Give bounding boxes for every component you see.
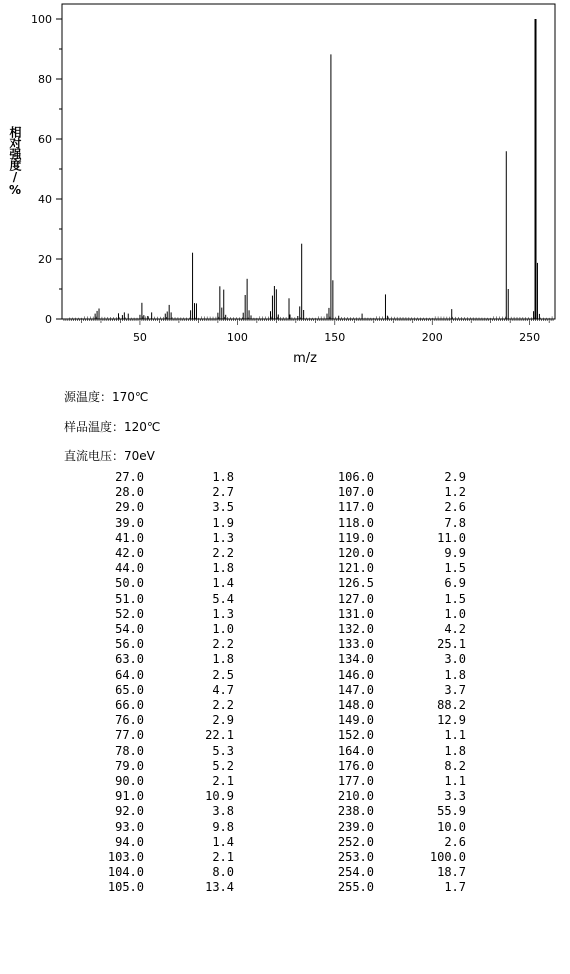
intensity-cell: 9.8 — [212, 819, 234, 834]
mz-cell: 152.0 — [337, 728, 374, 743]
intensity-cell: 1.2 — [444, 485, 466, 500]
intensity-cell: 1.1 — [444, 728, 466, 743]
mz-cell: 41.0 — [115, 530, 144, 545]
table-row — [62, 607, 466, 622]
table-row — [62, 744, 466, 759]
dc-voltage: 直流电压：70eV — [64, 449, 155, 463]
intensity-cell: 10.9 — [205, 789, 234, 804]
intensity-cell: 1.0 — [444, 606, 466, 621]
intensity-cell: 4.7 — [212, 682, 234, 697]
table-row — [62, 789, 466, 804]
mz-cell: 42.0 — [115, 546, 144, 561]
mz-cell: 253.0 — [337, 850, 374, 865]
intensity-cell: 55.9 — [437, 804, 466, 819]
mz-cell: 93.0 — [115, 819, 144, 834]
intensity-cell: 1.8 — [212, 652, 234, 667]
intensity-cell: 8.2 — [444, 758, 466, 773]
intensity-cell: 5.2 — [212, 758, 234, 773]
table-row — [62, 835, 466, 850]
intensity-cell: 1.5 — [444, 561, 466, 576]
intensity-cell: 2.9 — [444, 470, 466, 484]
mz-cell: 52.0 — [115, 606, 144, 621]
mz-cell: 104.0 — [107, 865, 144, 880]
table-row — [62, 592, 466, 607]
intensity-cell: 2.7 — [212, 485, 234, 500]
table-row — [62, 804, 466, 819]
spectrum-peaks — [95, 19, 539, 319]
mz-cell: 90.0 — [115, 774, 144, 789]
mz-cell: 131.0 — [337, 606, 374, 621]
intensity-cell: 1.7 — [444, 880, 466, 895]
intensity-cell: 1.3 — [212, 606, 234, 621]
mz-cell: 28.0 — [115, 485, 144, 500]
y-axis-label — [9, 126, 25, 196]
y-tick-label: 40 — [38, 193, 52, 206]
plot-frame — [62, 4, 555, 319]
x-tick-label: 200 — [421, 331, 443, 344]
y-tick-label: 20 — [38, 253, 52, 266]
intensity-cell: 8.0 — [212, 865, 234, 880]
intensity-cell: 1.3 — [212, 530, 234, 545]
mz-cell: 63.0 — [115, 652, 144, 667]
mz-cell: 39.0 — [115, 515, 144, 530]
table-row — [62, 759, 466, 774]
intensity-cell: 3.5 — [212, 500, 234, 515]
y-tick-label: 0 — [45, 313, 52, 326]
mass-spectrum-chart — [0, 0, 570, 375]
intensity-cell: 25.1 — [437, 637, 466, 652]
mz-cell: 79.0 — [115, 758, 144, 773]
mz-cell: 132.0 — [337, 622, 374, 637]
table-row — [62, 470, 466, 485]
x-axis-label: m/z — [293, 351, 317, 366]
mz-cell: 91.0 — [115, 789, 144, 804]
table-row — [62, 713, 466, 728]
y-axis — [31, 13, 62, 326]
table-row — [62, 820, 466, 835]
mz-cell: 105.0 — [107, 880, 144, 895]
mz-cell: 44.0 — [115, 561, 144, 576]
x-tick-label: 100 — [226, 331, 248, 344]
x-tick-label: 50 — [132, 331, 147, 344]
mz-cell: 252.0 — [337, 834, 374, 849]
intensity-cell: 3.3 — [444, 789, 466, 804]
intensity-cell: 6.9 — [444, 576, 466, 591]
table-row — [62, 774, 466, 789]
mz-cell: 117.0 — [337, 500, 374, 515]
mz-cell: 148.0 — [337, 698, 374, 713]
mz-cell: 107.0 — [337, 485, 374, 500]
intensity-cell: 3.7 — [444, 682, 466, 697]
table-row — [62, 865, 466, 880]
x-axis — [64, 319, 553, 344]
mz-cell: 106.0 — [337, 470, 374, 484]
intensity-cell: 13.4 — [205, 880, 234, 895]
intensity-cell: 1.5 — [444, 591, 466, 606]
mz-cell: 103.0 — [107, 850, 144, 865]
table-row — [62, 576, 466, 591]
table-row — [62, 561, 466, 576]
intensity-cell: 1.4 — [212, 576, 234, 591]
mz-cell: 121.0 — [337, 561, 374, 576]
intensity-cell: 2.2 — [212, 698, 234, 713]
intensity-cell: 2.5 — [212, 667, 234, 682]
mz-cell: 147.0 — [337, 682, 374, 697]
intensity-cell: 7.8 — [444, 515, 466, 530]
x-tick-label: 150 — [324, 331, 346, 344]
intensity-cell: 3.0 — [444, 652, 466, 667]
table-row — [62, 850, 466, 865]
mz-cell: 92.0 — [115, 804, 144, 819]
table-row — [62, 516, 466, 531]
mz-cell: 176.0 — [337, 758, 374, 773]
mz-cell: 210.0 — [337, 789, 374, 804]
mz-cell: 77.0 — [115, 728, 144, 743]
intensity-cell: 1.8 — [212, 561, 234, 576]
mz-cell: 94.0 — [115, 834, 144, 849]
table-row — [62, 698, 466, 713]
intensity-cell: 22.1 — [205, 728, 234, 743]
peak-table-body — [62, 470, 466, 896]
mz-cell: 66.0 — [115, 698, 144, 713]
table-row — [62, 652, 466, 667]
y-tick-label: 100 — [31, 13, 52, 26]
mz-cell: 119.0 — [337, 530, 374, 545]
mz-cell: 164.0 — [337, 743, 374, 758]
mz-cell: 254.0 — [337, 865, 374, 880]
intensity-cell: 18.7 — [437, 865, 466, 880]
y-tick-label: 80 — [38, 73, 52, 86]
table-row — [62, 728, 466, 743]
mz-cell: 65.0 — [115, 682, 144, 697]
mz-cell: 239.0 — [337, 819, 374, 834]
mz-cell: 51.0 — [115, 591, 144, 606]
mz-cell: 56.0 — [115, 637, 144, 652]
mz-cell: 126.5 — [337, 576, 374, 591]
mz-cell: 76.0 — [115, 713, 144, 728]
intensity-cell: 2.1 — [212, 774, 234, 789]
mz-cell: 64.0 — [115, 667, 144, 682]
intensity-cell: 2.1 — [212, 850, 234, 865]
intensity-cell: 100.0 — [429, 850, 466, 865]
intensity-cell: 2.9 — [212, 713, 234, 728]
table-row — [62, 500, 466, 515]
intensity-cell: 11.0 — [437, 530, 466, 545]
source-temperature: 源温度：170℃ — [64, 390, 149, 404]
intensity-cell: 4.2 — [444, 622, 466, 637]
y-tick-label: 60 — [38, 133, 52, 146]
mz-cell: 149.0 — [337, 713, 374, 728]
mz-cell: 54.0 — [115, 622, 144, 637]
intensity-cell: 2.2 — [212, 637, 234, 652]
mz-cell: 50.0 — [115, 576, 144, 591]
mz-cell: 78.0 — [115, 743, 144, 758]
intensity-cell: 2.2 — [212, 546, 234, 561]
table-row — [62, 622, 466, 637]
y-axis-label-text: 相对强度/% — [8, 126, 22, 196]
intensity-cell: 12.9 — [437, 713, 466, 728]
table-row — [62, 668, 466, 683]
intensity-cell: 9.9 — [444, 546, 466, 561]
table-row — [62, 531, 466, 546]
mz-cell: 29.0 — [115, 500, 144, 515]
mz-cell: 146.0 — [337, 667, 374, 682]
intensity-cell: 2.6 — [444, 500, 466, 515]
x-tick-label: 250 — [519, 331, 541, 344]
mz-cell: 255.0 — [337, 880, 374, 895]
table-row — [62, 485, 466, 500]
intensity-cell: 1.8 — [444, 667, 466, 682]
intensity-cell: 10.0 — [437, 819, 466, 834]
intensity-cell: 1.1 — [444, 774, 466, 789]
table-row — [62, 880, 466, 895]
mz-cell: 238.0 — [337, 804, 374, 819]
mz-cell: 133.0 — [337, 637, 374, 652]
intensity-cell: 1.9 — [212, 515, 234, 530]
intensity-cell: 88.2 — [437, 698, 466, 713]
peak-table — [62, 470, 466, 896]
intensity-cell: 3.8 — [212, 804, 234, 819]
table-row — [62, 683, 466, 698]
mz-cell: 120.0 — [337, 546, 374, 561]
mz-cell: 177.0 — [337, 774, 374, 789]
intensity-cell: 1.8 — [444, 743, 466, 758]
mz-cell: 134.0 — [337, 652, 374, 667]
mz-cell: 127.0 — [337, 591, 374, 606]
table-row — [62, 546, 466, 561]
sample-temperature: 样品温度：120℃ — [64, 420, 161, 434]
intensity-cell: 1.0 — [212, 622, 234, 637]
intensity-cell: 5.4 — [212, 591, 234, 606]
mz-cell: 27.0 — [115, 470, 144, 484]
intensity-cell: 1.4 — [212, 834, 234, 849]
intensity-cell: 5.3 — [212, 743, 234, 758]
intensity-cell: 2.6 — [444, 834, 466, 849]
table-row — [62, 637, 466, 652]
intensity-cell: 1.8 — [212, 470, 234, 484]
mz-cell: 118.0 — [337, 515, 374, 530]
